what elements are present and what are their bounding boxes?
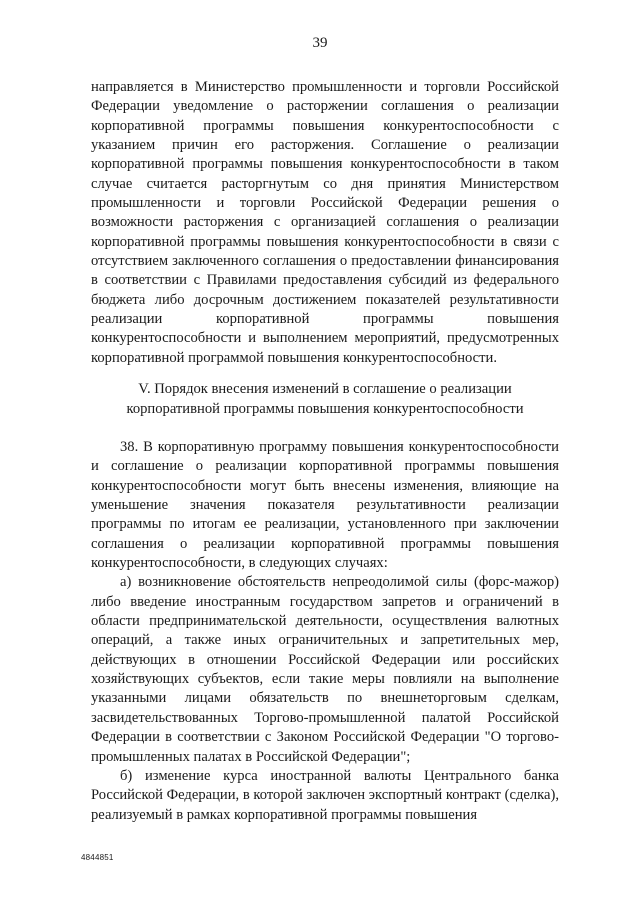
text-block-bottom [91, 438, 559, 825]
section-heading-line-1: V. Порядок внесения изменений в соглашение о реализации [138, 381, 512, 397]
paragraph-item-a: а) возникновение обстоятельств непреодолимой силы (форс-мажор) либо введение иностранным государством запретов и ограничений в области предпринимательской деятельности, осуществления валютных операций, а также иных ограничительных и запретительных мер, действующих в отношении Российской Федерации или российских хозяйствующих субъектов, если такие меры повлияли на выполнение указанными лицами обязательств по внешнеторговым сделкам, засвидетельствованных Торгово-промышленной палатой Российской Федерации в соответствии с Законом Российской Федерации "О торгово-промышленных палатах в Российской Федерации"; [91, 574, 559, 765]
paragraph-38: 38. В корпоративную программу повышения конкурентоспособности и соглашение о реализации корпоративной программы повышения конкурентоспособности могут быть внесены изменения, влияющие на уменьшение значения показателя результативности реализации программы по итогам ее реализации, установленного при заключении соглашения о реализации корпоративной программы повышения конкурентоспособности, в следующих случаях: [91, 439, 559, 572]
section-heading [91, 380, 559, 419]
document-id: 4844851 [81, 853, 114, 862]
page-number: 39 [312, 35, 328, 51]
text-block-top [91, 78, 559, 368]
paragraph-item-b: б) изменение курса иностранной валюты Центрального банка Российской Федерации, в которой заключен экспортный контракт (сделка), реализуемый в рамках корпоративной программы повышения [91, 767, 559, 823]
section-heading-line-2: корпоративной программы повышения конкурентоспособности [126, 400, 524, 417]
paragraph-continuation: направляется в Министерство промышленности и торговли Российской Федерации уведомление о расторжении соглашения о реализации корпоративной программы повышения конкурентоспособности с указанием причин его расторжения. Соглашение о реализации корпоративной программы повышения конкурентоспособности в таком случае считается расторгнутым со дня принятия Министерством промышленности и торговли Российской Федерации решения о возможности расторжения с организацией соглашения о реализации корпоративной программы повышения конкурентоспособности в связи с отсутствием заключенного соглашения о предоставлении финансирования в соответствии с Правилами предоставления субсидий из федерального бюджета либо досрочным достижением показателей результативности реализации корпоративной программы повышения конкурентоспособности и выполнением мероприятий, предусмотренных корпоративной программой повышения конкурентоспособности. [91, 79, 559, 366]
